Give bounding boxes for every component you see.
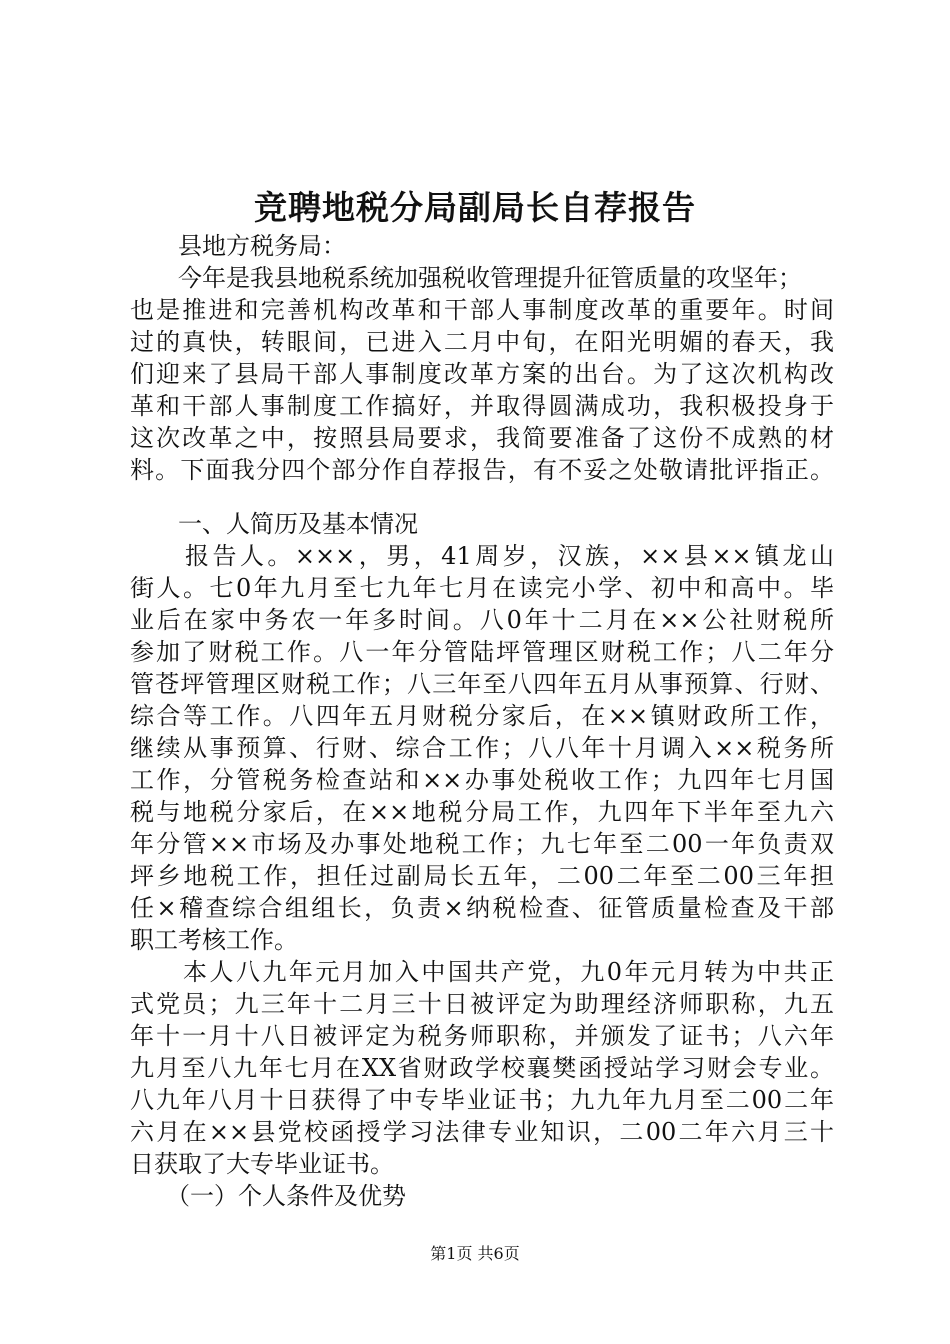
body-line: 式党员；九三年十二月三十日被评定为助理经济师职称，九五 (130, 990, 834, 1018)
body-line: 任×稽查综合组组长，负责×纳税检查、征管质量检查及干部 (130, 894, 834, 922)
body-line: 税与地税分家后，在××地税分局工作，九四年下半年至九六 (130, 798, 834, 826)
body-line: 们迎来了县局干部人事制度改革方案的出台。为了这次机构改 (130, 360, 834, 388)
body-line: 九月至八九年七月在XX省财政学校襄樊函授站学习财会专业。 (130, 1054, 834, 1082)
body-line: 坪乡地税工作，担任过副局长五年，二00二年至二00三年担 (130, 862, 834, 890)
page-footer: 第1页 共6页 (430, 1244, 520, 1263)
body-line: 职工考核工作。 (130, 926, 298, 954)
body-line: 继续从事预算、行财、综合工作；八八年十月调入××税务所 (130, 734, 834, 762)
body-line: 过的真快，转眼间，已进入二月中旬，在阳光明媚的春天，我 (130, 328, 834, 356)
body-line: 工作，分管税务检查站和××办事处税收工作；九四年七月国 (130, 766, 834, 794)
body-line: 革和干部人事制度工作搞好，并取得圆满成功，我积极投身于 (130, 392, 834, 420)
body-line: 八九年八月十日获得了中专毕业证书；九九年九月至二00二年 (130, 1086, 834, 1114)
salutation-line: 县地方税务局： (130, 232, 346, 260)
body-line: 本人八九年元月加入中国共产党，九0年元月转为中共正 (130, 958, 834, 986)
body-line: 综合等工作。八四年五月财税分家后，在××镇财政所工作， (130, 702, 834, 730)
body-line: 报告人。×××，男，41周岁，汉族，××县××镇龙山 (130, 542, 834, 570)
body-line: 六月在××县党校函授学习法律专业知识，二00二年六月三十 (130, 1118, 834, 1146)
body-line: 年分管××市场及办事处地税工作；九七年至二00一年负责双 (130, 830, 834, 858)
body-line: 街人。七0年九月至七九年七月在读完小学、初中和高中。毕 (130, 574, 834, 602)
body-line: 日获取了大专毕业证书。 (130, 1150, 394, 1178)
body-line: 这次改革之中，按照县局要求，我简要准备了这份不成熟的材 (130, 424, 834, 452)
body-line: 今年是我县地税系统加强税收管理提升征管质量的攻坚年； (130, 264, 802, 292)
document-title: 竞聘地税分局副局长自荐报告 (254, 188, 696, 227)
subsection-heading: （一）个人条件及优势 (130, 1182, 406, 1210)
body-line: 料。下面我分四个部分作自荐报告，有不妥之处敬请批评指正。 (130, 456, 834, 484)
body-line: 参加了财税工作。八一年分管陆坪管理区财税工作；八二年分 (130, 638, 834, 666)
section-heading: 一、人简历及基本情况 (130, 510, 418, 538)
body-line: 年十一月十八日被评定为税务师职称，并颁发了证书；八六年 (130, 1022, 834, 1050)
body-line: 业后在家中务农一年多时间。八0年十二月在××公社财税所 (130, 606, 834, 634)
body-line: 管苍坪管理区财税工作；八三年至八四年五月从事预算、行财、 (130, 670, 834, 698)
body-line: 也是推进和完善机构改革和干部人事制度改革的重要年。时间 (130, 296, 834, 324)
